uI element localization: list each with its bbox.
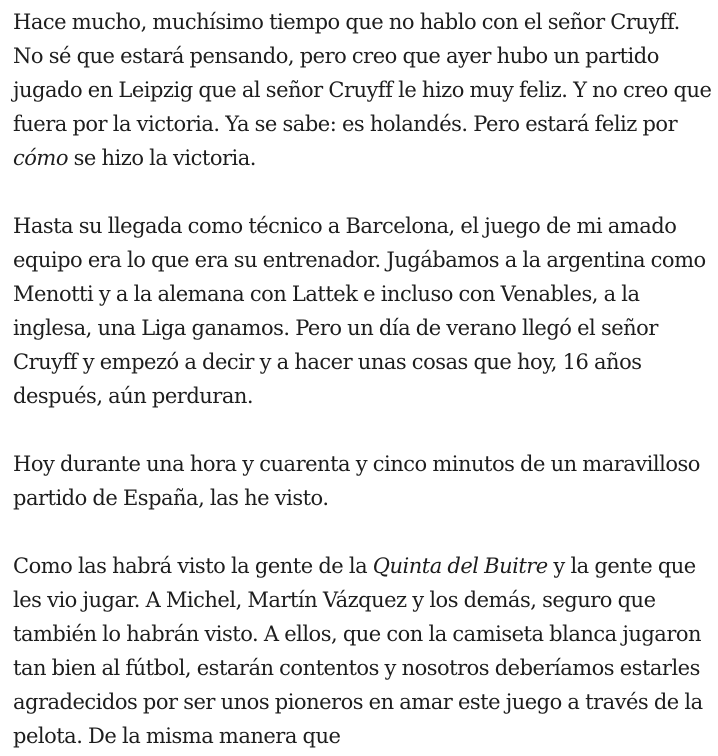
paragraph-1-text: Hace mucho, muchísimo tiempo que no hablo con el señor Cruyff. No sé que estará pensando, pero creo que ayer hubo un partido jugado en Leipzig que al señor Cruyff le hizo muy feliz. Y no creo que fuera por la victoria. Ya se sabe: es holandés. Pero estará feliz por [13, 10, 712, 136]
paragraph-1 [13, 5, 713, 175]
paragraph-3-text: Hoy durante una hora y cuarenta y cinco minutos de un maravilloso partido de España, las he visto. [13, 452, 700, 510]
paragraph-1-emphasis: cómo [13, 146, 68, 170]
paragraph-2-text: Hasta su llegada como técnico a Barcelona, el juego de mi amado equipo era lo que era su entrenador. Jugábamos a la argentina como Menotti y a la alemana con Lattek e incluso con Venables, a la inglesa, una Liga ganamos. Pero un día de verano llegó el señor Cruyff y empezó a decir y a hacer unas cosas que hoy, 16 años después, aún perduran. [13, 214, 706, 408]
paragraph-4 [13, 549, 713, 753]
paragraph-1-text-end: se hizo la victoria. [67, 146, 256, 170]
paragraph-2 [13, 209, 713, 413]
paragraph-4-text-end: y la gente que les vio jugar. A Michel, Martín Vázquez y los demás, seguro que también lo habrán visto. A ellos, que con la camiseta blanca jugaron tan bien al fútbol, estarán contentos y nosotros deberíamos estarles agradecidos por ser unos pioneros en amar este juego a través de la pelota. De la misma manera que [13, 554, 703, 748]
paragraph-4-emphasis: Quinta del Buitre [372, 554, 548, 578]
paragraph-3 [13, 447, 713, 515]
paragraph-4-text: Como las habrá visto la gente de la [13, 554, 373, 578]
